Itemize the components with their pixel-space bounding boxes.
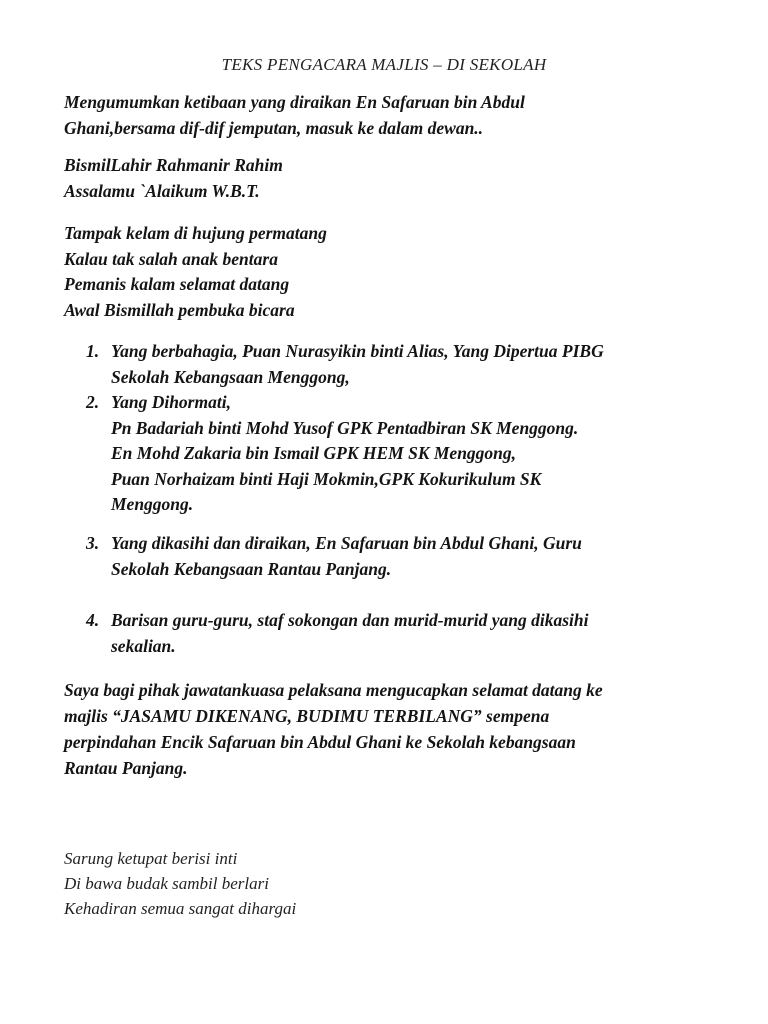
pantun-line: Tampak kelam di hujung permatang <box>64 223 327 243</box>
salutation-line: Sekolah Kebangsaan Rantau Panjang. <box>111 558 392 579</box>
salutation-item <box>64 608 724 659</box>
pantun-line: Kalau tak salah anak bentara <box>64 248 278 269</box>
list-number: 1. <box>86 341 100 361</box>
intro-paragraph <box>64 90 724 141</box>
salutation-line: Barisan guru-guru, staf sokongan dan murid-murid yang dikasihi <box>111 610 589 630</box>
salutation-line: En Mohd Zakaria bin Ismail GPK HEM SK Menggong, <box>111 443 517 463</box>
salam-line: BismilLahir Rahmanir Rahim <box>64 155 283 175</box>
pantun-line: Sarung ketupat berisi inti <box>64 849 238 868</box>
salutation-item <box>64 390 724 518</box>
intro-line: Ghani,bersama dif-dif jemputan, masuk ke dalam dewan.. <box>64 117 484 138</box>
salam-line: Assalamu `Alaikum W.B.T. <box>64 180 260 201</box>
salutation-line: Yang dikasihi dan diraikan, En Safaruan bin Abdul Ghani, Guru <box>111 533 582 553</box>
salutation-line: Yang berbahagia, Puan Nurasyikin binti Alias, Yang Dipertua PIBG <box>111 341 604 361</box>
list-number: 2. <box>86 392 100 412</box>
salutation-line: Menggong. <box>111 494 194 514</box>
salutation-list-item-4 <box>64 608 724 659</box>
list-number: 3. <box>86 533 100 553</box>
closing-pantun <box>64 846 664 921</box>
intro-line: Mengumumkan ketibaan yang diraikan En Safaruan bin Abdul <box>64 92 525 112</box>
salutation-list-top <box>64 339 724 518</box>
pantun-line: Kehadiran semua sangat dihargai <box>64 899 297 918</box>
closing-line: Saya bagi pihak jawatankuasa pelaksana mengucapkan selamat datang ke <box>64 680 603 700</box>
pantun-line: Di bawa budak sambil berlari <box>64 874 269 893</box>
document-title: TEKS PENGACARA MAJLIS – DI SEKOLAH <box>221 55 547 74</box>
salutation-line: Pn Badariah binti Mohd Yusof GPK Pentadbiran SK Menggong. <box>111 417 579 438</box>
greeting-salam <box>64 153 724 204</box>
closing-line: majlis “JASAMU DIKENANG, BUDIMU TERBILANG” sempena <box>64 706 550 726</box>
pantun-line: Pemanis kalam selamat datang <box>64 274 290 294</box>
pantun-line: Awal Bismillah pembuka bicara <box>64 299 295 320</box>
closing-line: perpindahan Encik Safaruan bin Abdul Ghani ke Sekolah kebangsaan <box>64 732 576 752</box>
salutation-item <box>64 339 724 390</box>
salutation-line: Sekolah Kebangsaan Menggong, <box>111 366 350 387</box>
opening-pantun <box>64 221 724 323</box>
list-number: 4. <box>86 610 100 630</box>
closing-line: Rantau Panjang. <box>64 758 188 778</box>
closing-paragraph <box>64 677 724 781</box>
salutation-line: sekalian. <box>111 635 176 656</box>
salutation-list-item-3 <box>64 531 724 582</box>
salutation-item <box>64 531 724 582</box>
salutation-line: Puan Norhaizam binti Haji Mokmin,GPK Kokurikulum SK <box>111 468 542 489</box>
salutation-line: Yang Dihormati, <box>111 392 231 412</box>
